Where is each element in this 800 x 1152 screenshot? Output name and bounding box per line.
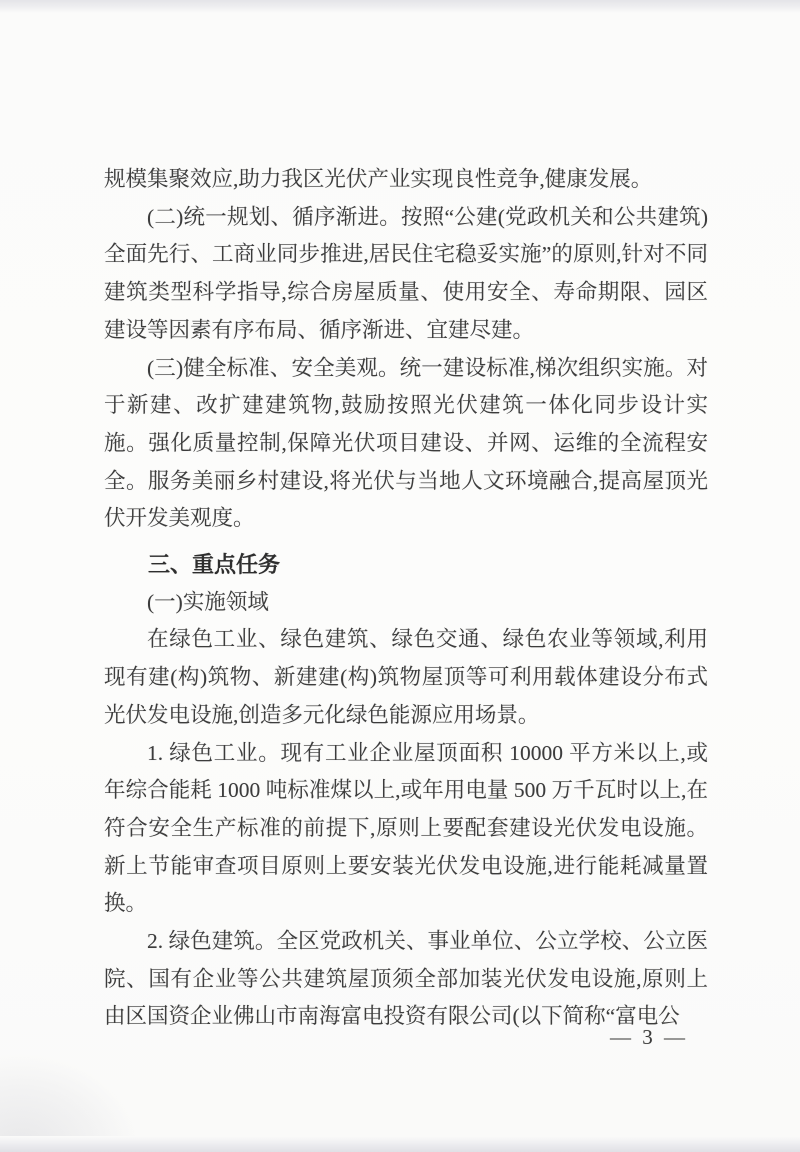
body-paragraph-green-building: 2. 绿色建筑。全区党政机关、事业单位、公立学校、公立医院、国有企业等公共建筑屋顶须全部加装光伏发电设施,原则上由区国资企业佛山市南海富电投资有限公司(以下简称“富电公 [104,929,708,1029]
scan-edge-bottom [0,1136,800,1152]
subsection-heading-implementation-areas: (一)实施领域 [147,589,269,614]
body-paragraph-areas-overview: 在绿色工业、绿色建筑、绿色交通、绿色农业等领域,利用现有建(构)筑物、新建建(构)筑物屋顶等可利用载体建设分布式光伏发电设施,创造多元化绿色能源应用场景。 [104,627,708,727]
document-body [104,0,708,1036]
page-number: — 3 — [610,1025,688,1049]
scan-corner-shade [0,1052,140,1152]
body-paragraph-continuation: 规模集聚效应,助力我区光伏产业实现良性竞争,健康发展。 [104,167,653,191]
section-heading-key-tasks: 三、重点任务 [148,552,281,578]
body-paragraph-item-3: (三)健全标准、安全美观。统一建设标准,梯次组织实施。对于新建、改扩建建筑物,鼓励按照光伏建筑一体化同步设计实施。强化质量控制,保障光伏项目建设、并网、运维的全流程安全。服务美丽乡村建设,将光伏与当地人文环境融合,提高屋顶光伏开发美观度。 [104,355,708,531]
body-paragraph-item-2: (二)统一规划、循序渐进。按照“公建(党政机关和公共建筑)全面先行、工商业同步推进,居民住宅稳妥实施”的原则,针对不同建筑类型科学指导,综合房屋质量、使用安全、寿命期限、园区建设等因素有序布局、循序渐进、宜建尽建。 [104,204,708,342]
body-paragraph-green-industry: 1. 绿色工业。现有工业企业屋顶面积 10000 平方米以上,或年综合能耗 1000 吨标准煤以上,或年用电量 500 万千瓦时以上,在符合安全生产标准的前提下,原则上要配套建设光伏发电设施。新上节能审查项目原则上要安装光伏发电设施,进行能耗减量置换。 [104,740,708,916]
